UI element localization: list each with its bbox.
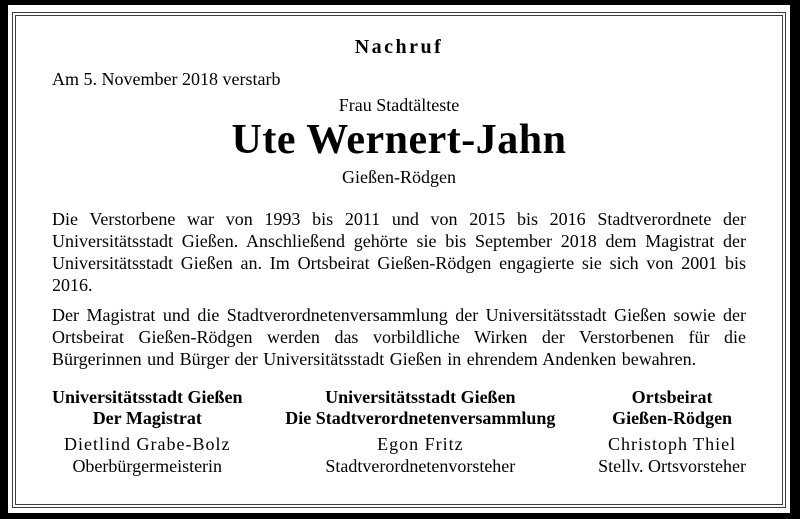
signatory-role: Oberbürgermeisterin [72, 456, 223, 476]
white-mat [8, 5, 790, 513]
signatory-role: Stadtverordnetenvorsteher [325, 456, 516, 476]
signatory-magistrat [52, 387, 243, 477]
signatory-name: Dietlind Grabe-Bolz [64, 434, 231, 454]
signatory-org-line1: Universitätsstadt Gießen [52, 387, 243, 407]
death-date-line: Am 5. November 2018 verstarb [52, 69, 281, 89]
signatory-name: Egon Fritz [377, 434, 464, 454]
deceased-name: Ute Wernert-Jahn [231, 117, 567, 163]
signatory-org-line1: Universitätsstadt Gießen [325, 387, 516, 407]
signature-columns [52, 387, 746, 477]
commemoration-paragraph: Der Magistrat und die Stadtverordnetenversammlung der Universitätsstadt Gießen sowie der Ortsbeirat Gießen-Rödgen werden das vorbildliche Wirken der Verstorbenen für die Bürgerinnen und Bürger der Universitätsstadt Gießen in ehrendem Andenken bewahren. [52, 305, 746, 369]
signatory-role: Stellv. Ortsvorsteher [598, 456, 746, 476]
place-line: Gießen-Rödgen [342, 167, 456, 187]
salutation-line: Frau Stadtälteste [338, 95, 460, 115]
signatory-org-line2: Der Magistrat [92, 408, 202, 428]
signatory-org-line2: Gießen-Rödgen [612, 408, 733, 428]
signatory-org-line1: Ortsbeirat [631, 387, 713, 407]
obituary-notice [12, 12, 786, 508]
signatory-stadtverordnetenversammlung [285, 387, 555, 477]
notice-heading: Nachruf [354, 36, 444, 58]
signatory-name: Christoph Thiel [607, 434, 737, 454]
signatory-ortsbeirat [598, 387, 746, 477]
biography-paragraph: Die Verstorbene war von 1993 bis 2011 und von 2015 bis 2016 Stadtverordnete der Universitätsstadt Gießen. Anschließend gehörte sie bis September 2018 dem Magistrat der Universitätsstadt Gießen an. Im Ortsbeirat Gießen-Rödgen engagierte sie sich von 2001 bis 2016. [52, 209, 746, 295]
signatory-org-line2: Die Stadtverordnetenversammlung [285, 408, 556, 428]
